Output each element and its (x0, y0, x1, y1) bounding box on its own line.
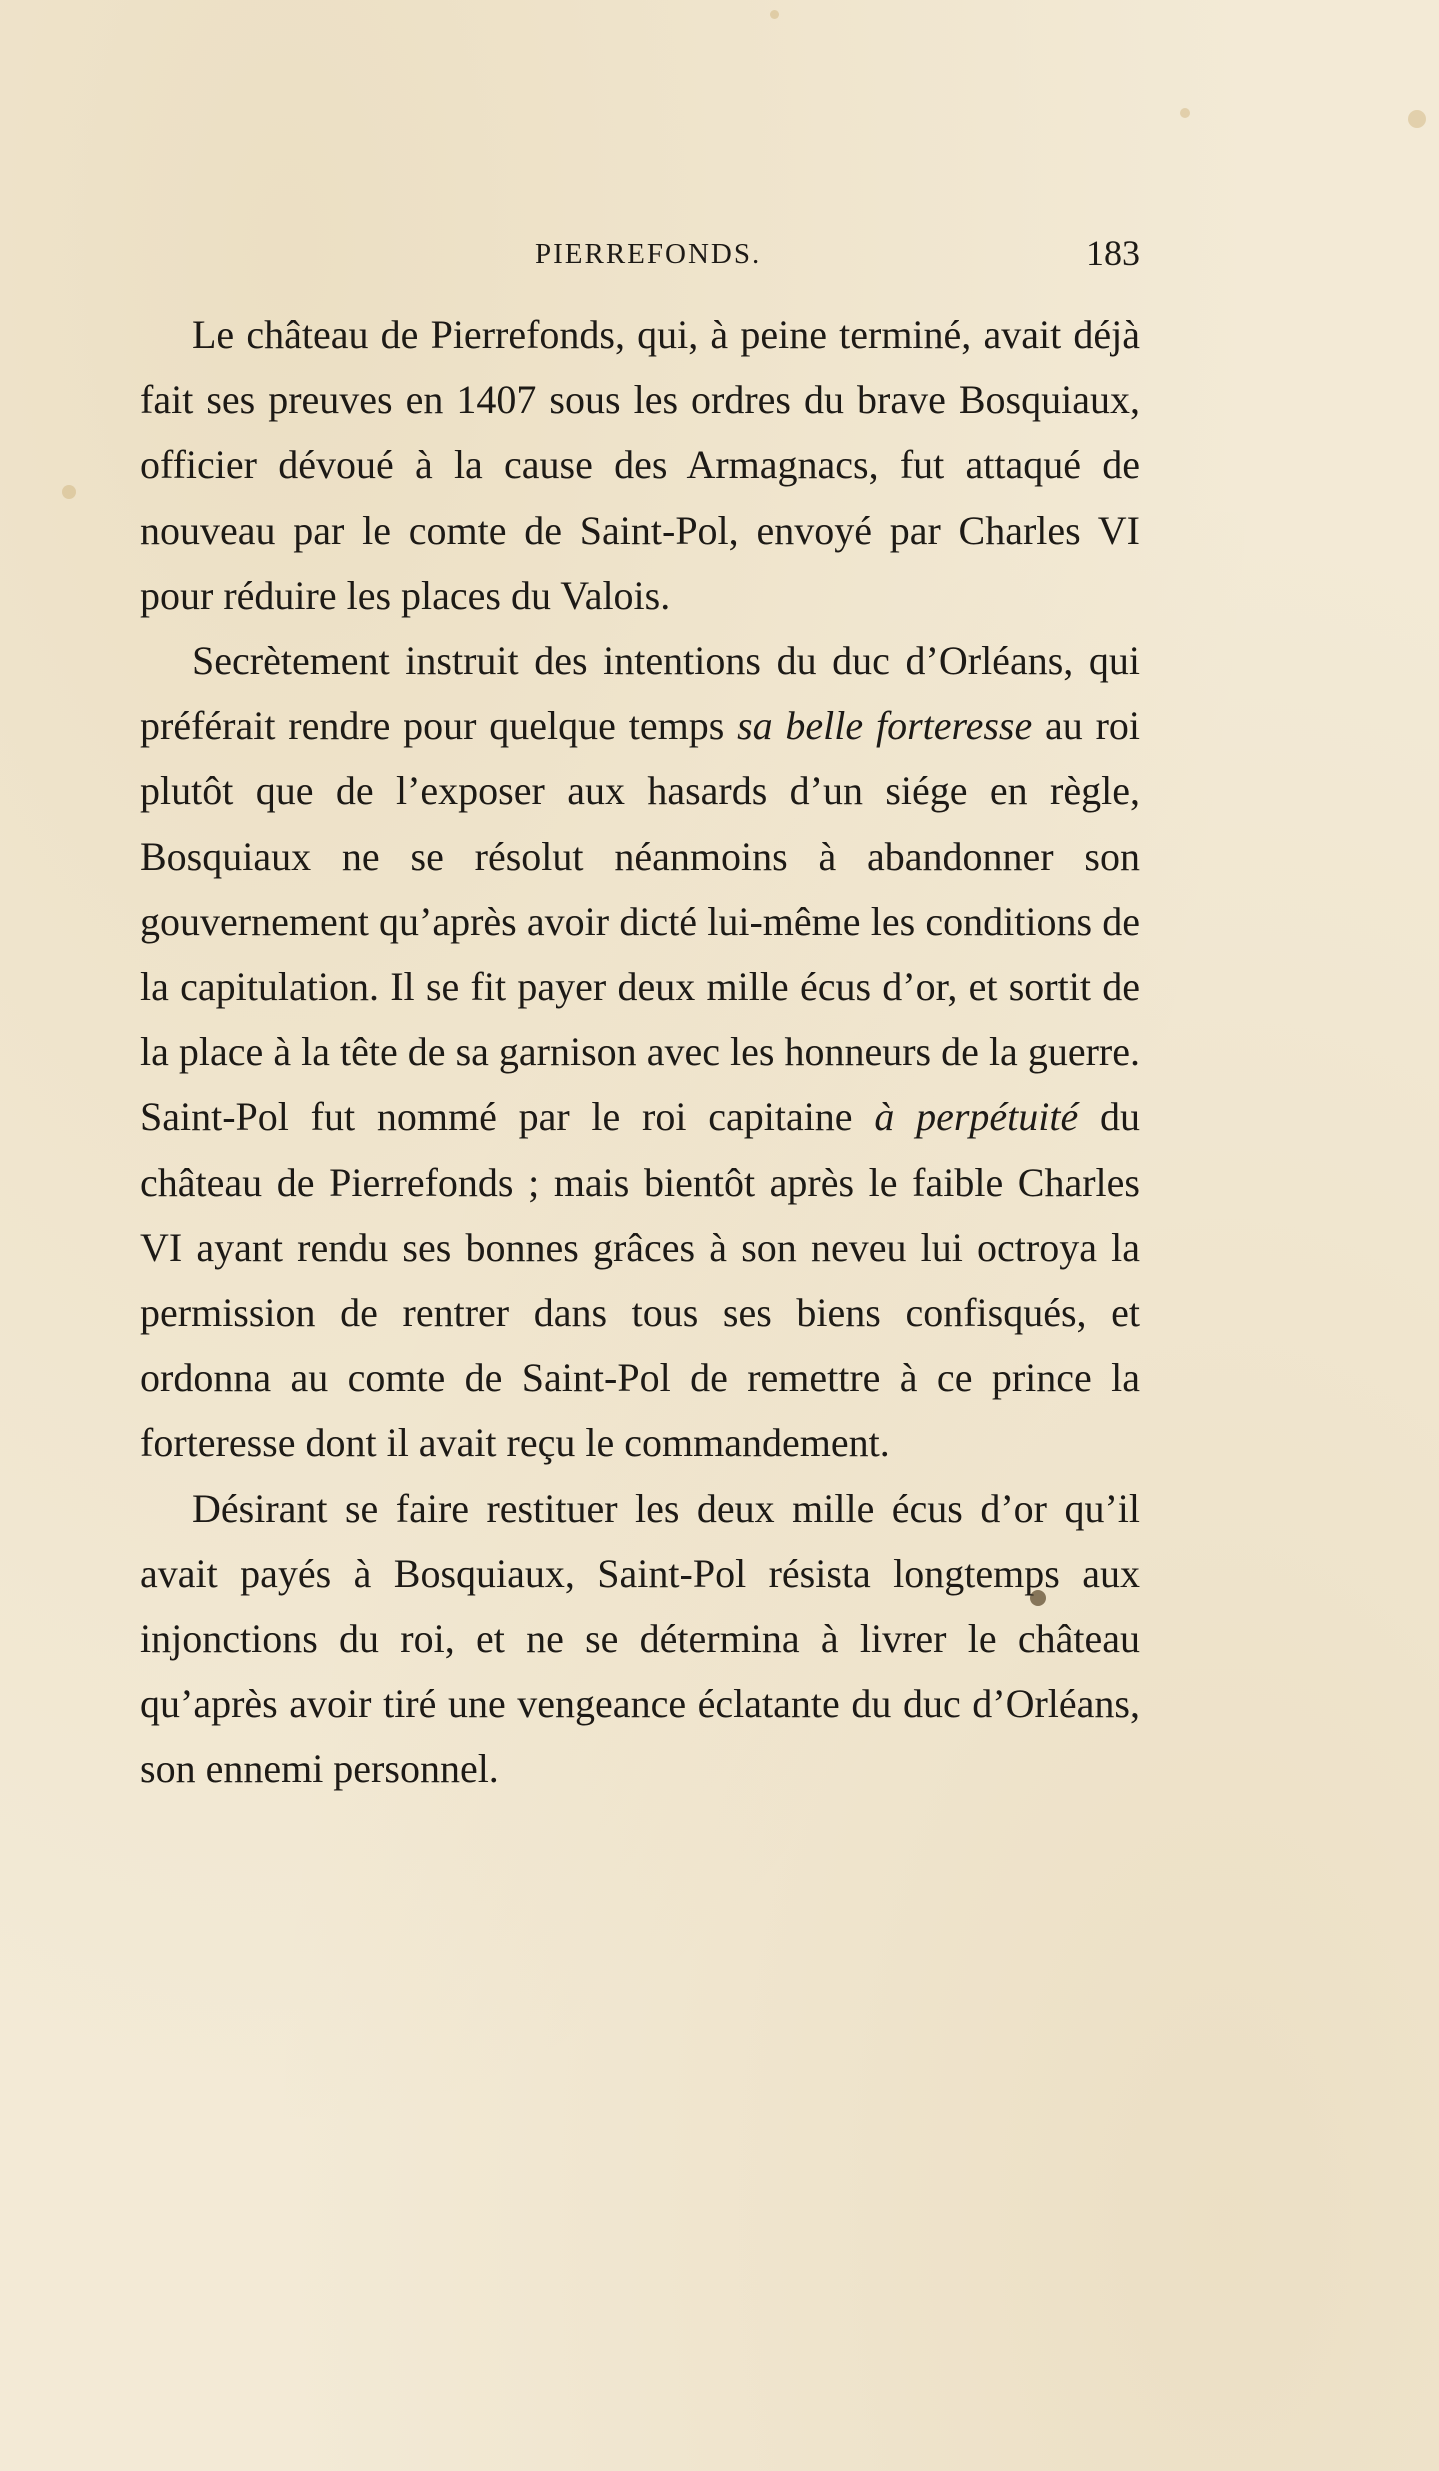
running-title: PIERREFONDS. (535, 238, 762, 270)
text-run: du château de Pierrefonds ; mais bientôt après le faible Charles VI ayant rendu ses bonnes grâces à son neveu lui octroya la permission de rentrer dans tous ses biens confisqués, et ordonna au comte de Saint-Pol de remettre à ce prince la forteresse dont il avait reçu le commandement. (140, 1094, 1141, 1466)
foxing-spot (1408, 110, 1426, 128)
paragraph (140, 1476, 1140, 1802)
paragraph (140, 302, 1140, 628)
foxing-spot (62, 485, 76, 499)
running-head (140, 232, 1140, 282)
text-run: au roi plutôt que de l’exposer aux hasards d’un siége en règle, Bosquiaux ne se résolut néanmoins à abandonner son gouvernement qu’après avoir dicté lui-même les conditions de la capitulation. Il se fit payer deux mille écus d’or, et sortit de la place à la tête de sa garnison avec les honneurs de la guerre. Saint-Pol fut nommé par le roi capitaine (140, 703, 1141, 1140)
italic-phrase: sa belle forteresse (737, 703, 1033, 749)
foxing-spot (770, 10, 779, 19)
paragraph (140, 628, 1140, 1476)
foxing-spot (1180, 108, 1190, 118)
page-number: 183 (1086, 233, 1140, 273)
text-run: Secrètement instruit des intentions du duc d’Orléans, qui préférait rendre pour quelque temps (140, 638, 1140, 749)
body-text (140, 302, 1140, 1802)
italic-phrase: à perpétuité (874, 1094, 1079, 1140)
text-run: Désirant se faire restituer les deux mille écus d’or qu’il avait payés à Bosquiaux, Saint-Pol résista longtemps aux injonctions du roi, et ne se détermina à livrer le château qu’après avoir tiré une vengeance éclatante du duc d’Orléans, son ennemi personnel. (140, 1485, 1140, 1792)
text-run: Le château de Pierrefonds, qui, à peine terminé, avait déjà fait ses preuves en 1407 sous les ordres du brave Bosquiaux, officier dévoué à la cause des Armagnacs, fut attaqué de nouveau par le comte de Saint-Pol, envoyé par Charles VI pour réduire les places du Valois. (140, 312, 1140, 618)
